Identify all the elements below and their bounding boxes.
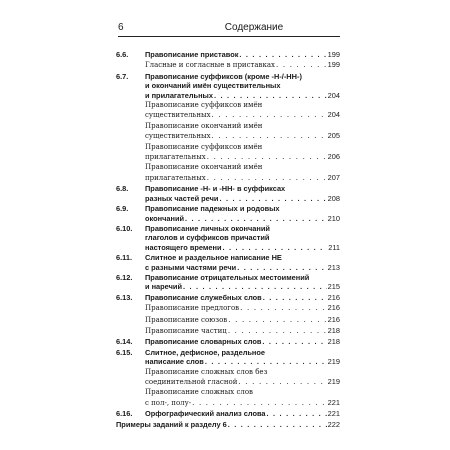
toc-entry (116, 388, 340, 408)
toc-entry-title-line: настоящего времени (145, 242, 222, 252)
toc-entry-title-line: Правописание -Н- и -НН- в суффиксах (145, 184, 286, 194)
toc-entry-page: 210 (327, 213, 340, 223)
dot-leader (192, 399, 327, 408)
toc-entry (116, 315, 340, 325)
toc-entry (116, 409, 340, 418)
toc-entry-title-line: и окончаний имён существительных (145, 81, 281, 91)
toc-entry-title-line: Правописание суффиксов имён (145, 142, 263, 151)
toc-entry (116, 293, 340, 302)
toc-entry-page: 215 (327, 282, 340, 292)
toc-entry-number: 6.7. (116, 71, 129, 81)
dot-leader (207, 174, 327, 183)
toc-entry-number: 6.9. (116, 204, 129, 214)
toc-entry-title-line: Правописание словарных слов (145, 337, 262, 347)
dot-leader (183, 282, 327, 291)
toc-entry-page: 205 (327, 131, 340, 141)
toc-entry-title-line: существительных (145, 132, 211, 141)
toc-entry-title-line: Правописание сложных слов (145, 388, 253, 397)
toc-entry (116, 101, 340, 121)
toc-entry-title-line: и прилагательных (145, 90, 213, 100)
toc-entry-number: 6.14. (116, 337, 133, 347)
toc-entry-number: 6.15. (116, 347, 133, 357)
toc-entry-number: 6.12. (116, 272, 133, 282)
toc-entry-title-line: с разными частями речи (145, 262, 237, 272)
dot-leader (239, 50, 326, 59)
toc-entry-title-line: Правописание приставок (145, 50, 239, 59)
toc-entry-number: 6.8. (116, 184, 129, 194)
toc-entry-title-line: Правописание предлогов (145, 304, 240, 313)
toc-entry-page: 219 (327, 357, 340, 367)
toc-entry-page: 219 (327, 377, 340, 386)
toc-entry (116, 368, 340, 388)
dot-leader (263, 293, 327, 302)
toc-entry-title-line: Правописание служебных слов (145, 292, 262, 302)
toc-entry-page: 211 (328, 242, 340, 252)
toc-entry-page: 204 (327, 90, 340, 100)
toc-entry (116, 60, 340, 70)
toc-entry-page: 208 (327, 193, 340, 203)
toc-entry-page: 207 (327, 172, 340, 182)
dot-leader (212, 132, 327, 141)
toc-entry-page: 218 (327, 337, 340, 347)
toc-entry (116, 326, 340, 336)
toc-entry-title-line: Правописание падежных и родовых (145, 204, 280, 214)
toc-entry-title-line: Орфографический анализ слова (145, 409, 266, 419)
dot-leader (205, 357, 327, 366)
toc-entry-page: 216 (327, 314, 340, 324)
dot-leader (228, 420, 327, 429)
toc-entry (116, 143, 340, 163)
dot-leader (207, 153, 327, 162)
toc-entry-title-line: Примеры заданий к разделу 6 (116, 419, 227, 429)
running-header (118, 20, 340, 37)
toc-entry-title-line: Правописание частиц (145, 326, 227, 335)
toc-entry (116, 122, 340, 142)
toc-entry-page: 222 (327, 419, 340, 429)
toc-entry (116, 273, 340, 292)
toc-entry-number: 6.16. (116, 409, 133, 419)
toc-entry (116, 204, 340, 223)
toc-entry-title-line: прилагательных (145, 173, 206, 182)
toc-entry-title-line: Правописание личных окончаний (145, 223, 270, 233)
toc-entry-title-line: глаголов и суффиксов причастий (145, 233, 270, 243)
dot-leader (267, 409, 327, 418)
toc-entry-title-line: Правописание сложных слов без (145, 367, 268, 376)
toc-entry-title-line: Правописание окончаний имён (145, 163, 263, 172)
toc-entry-title-line: Правописание союзов (145, 315, 228, 324)
dot-leader (276, 61, 327, 70)
toc-entry-title-line: соединительной гласной (145, 378, 238, 386)
toc-entry (116, 303, 340, 313)
dot-leader (228, 316, 326, 325)
page-number: 6 (118, 22, 124, 33)
toc-entry (116, 50, 340, 59)
dot-leader (185, 214, 327, 223)
toc-entry-title-line: Гласные и согласные в приставках (145, 61, 275, 70)
toc-entry-page: 199 (327, 50, 340, 59)
dot-leader (240, 304, 327, 313)
dot-leader (238, 378, 326, 387)
toc-entry-page: 221 (327, 409, 340, 419)
toc-entry-page: 216 (327, 292, 340, 302)
toc-entry-title-line: Слитное, дефисное, раздельное (145, 347, 266, 357)
toc-entry-title-line: Правописание суффиксов имён (145, 101, 263, 110)
toc-entry-title-line: окончаний (145, 213, 185, 223)
page-title: Содержание (224, 22, 284, 33)
toc-entry-page: 221 (327, 397, 340, 407)
toc-entry-title-line: прилагательных (145, 153, 206, 162)
toc-entry-page: 216 (327, 303, 340, 313)
dot-leader (223, 243, 328, 252)
toc-entry-title-line: Правописание окончаний имён (145, 121, 263, 130)
dot-leader (237, 263, 326, 272)
toc-entry-number: 6.6. (116, 50, 129, 59)
toc-entry-page: 218 (327, 325, 340, 335)
toc-entry-title-line: Слитное и раздельное написание НЕ (145, 253, 282, 263)
toc-entry (116, 163, 340, 183)
toc-entry-page: 199 (327, 60, 340, 70)
toc-entry (116, 253, 340, 272)
toc-entry (116, 337, 340, 346)
toc-entry-title-line: Правописание отрицательных местоимений (145, 272, 310, 282)
dot-leader (212, 111, 327, 120)
toc-entry (116, 224, 340, 252)
dot-leader (262, 337, 326, 346)
toc-entry-number: 6.11. (116, 253, 133, 263)
toc-entry-page: 213 (327, 262, 340, 272)
toc-entry (116, 72, 340, 100)
table-of-contents (116, 50, 340, 430)
toc-entry-page: 206 (327, 152, 340, 162)
toc-entry-title-line: с пол-, полу- (145, 398, 192, 407)
toc-entry-title-line: существительных (145, 111, 211, 120)
dot-leader (219, 194, 326, 203)
toc-entry-page: 204 (327, 110, 340, 120)
toc-entry-title-line: написание слов (145, 357, 204, 367)
toc-entry-title-line: разных частей речи (145, 193, 219, 203)
toc-entry-number: 6.13. (116, 292, 133, 302)
toc-entry-title-line: и наречий (145, 282, 182, 292)
toc-entry (116, 420, 340, 429)
toc-entry-number: 6.10. (116, 223, 133, 233)
dot-leader (214, 91, 327, 100)
toc-entry (116, 348, 340, 367)
toc-entry-title-line: Правописание суффиксов (кроме -Н-/-НН-) (145, 71, 302, 81)
toc-entry (116, 184, 340, 203)
dot-leader (228, 327, 327, 336)
